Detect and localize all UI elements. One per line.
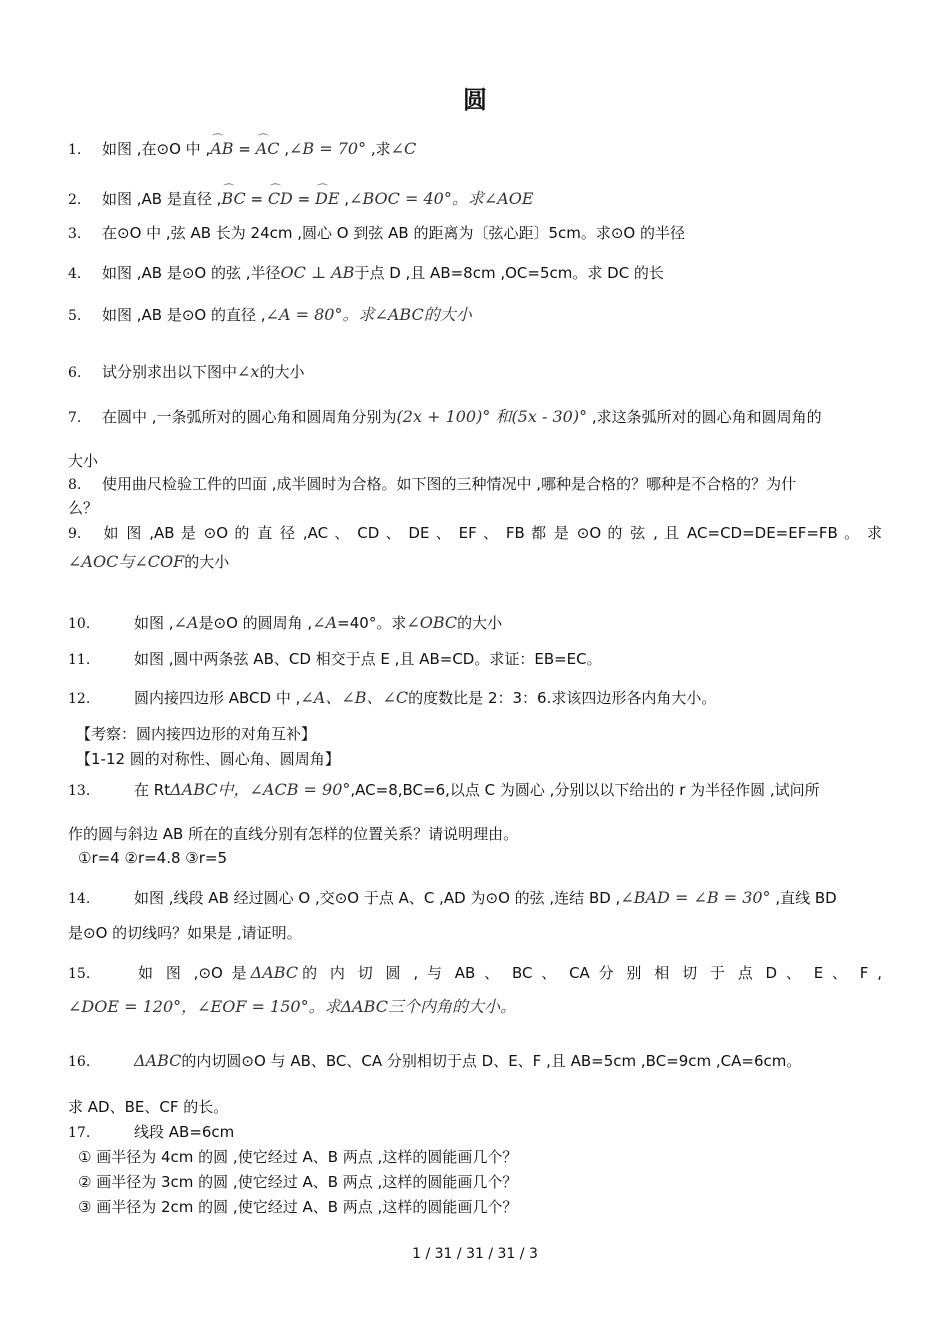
question-text: 的大小 [457, 614, 503, 632]
math-expression: ∠BAD = ∠B = 30° [620, 888, 771, 907]
question-17-part-3: ③ 画半径为 2cm 的圆 ,使它经过 A、B 两点 ,这样的圆能画几个？ [78, 1198, 518, 1216]
question-number: 11. [68, 652, 91, 668]
question-text: 试分别求出以下图中 [102, 363, 238, 381]
question-text: 的大小 [259, 363, 305, 381]
question-number: 8. [68, 477, 82, 493]
question-text: = [292, 190, 315, 208]
note-examination: 【考察：圆内接四边形的对角互补】 [76, 725, 317, 743]
question-text: 求 AD、BE、CF 的长。 [68, 1098, 229, 1116]
question-text: =40°。求 [337, 614, 407, 632]
question-15-cont [68, 996, 888, 1018]
question-14-cont [68, 922, 888, 944]
question-text: 线段 AB=6cm [134, 1123, 235, 1141]
question-9-cont [68, 551, 888, 573]
question-17 [68, 1121, 888, 1144]
question-text: , [279, 140, 289, 158]
question-number: 1. [68, 142, 82, 158]
math-expression: ∠BOC = 40°。求∠AOE [349, 189, 534, 208]
question-2 [68, 188, 888, 211]
question-number: 3. [68, 226, 82, 242]
question-number: 6. [68, 365, 82, 381]
question-13 [68, 779, 888, 802]
question-text: ,求 [366, 140, 391, 158]
math-expression: ΔABC [134, 1051, 182, 1070]
math-expression: ΔABC [250, 963, 299, 982]
question-3 [68, 222, 888, 245]
question-text: 作的圆与斜边 AB 所在的直线分别有怎样的位置关系？请说明理由。 [68, 825, 519, 843]
question-text: 么？ [68, 499, 99, 517]
question-15 [68, 962, 882, 985]
question-text: = [233, 140, 256, 158]
question-text: 是⊙O 的圆周角 , [198, 614, 313, 632]
math-expression: ∠A = 80°。求∠ABC的大小 [265, 305, 472, 324]
question-8-cont [68, 497, 888, 519]
question-text: = [245, 190, 268, 208]
question-text: 的内切圆⊙O 与 AB、BC、CA 分别相切于点 D、E、F ,且 AB=5cm ,BC=9cm ,CA=6cm。 [181, 1052, 802, 1070]
question-text: 大小 [68, 452, 99, 470]
note-section: 【1-12 圆的对称性、圆心角、圆周角】 [76, 750, 340, 768]
question-text: 在 Rt [134, 781, 171, 799]
question-text: , [339, 190, 350, 208]
question-number: 13. [68, 783, 91, 799]
question-text: 如图 ,线段 AB 经过圆心 O ,交⊙O 于点 A、C ,AD 为⊙O 的弦 ,连结 BD , [134, 889, 621, 907]
question-number: 14. [68, 891, 91, 907]
question-4 [68, 262, 888, 285]
question-number: 12. [68, 691, 91, 707]
question-number: 15. [68, 966, 91, 982]
math-expression: ∠B = 70° [288, 139, 367, 158]
question-text: 在⊙O 中 ,弦 AB 长为 24cm ,圆心 O 到弦 AB 的距离为〔弦心距〕5cm。求⊙O 的半径 [102, 224, 685, 242]
math-expression: ∠A、∠B、∠C [300, 688, 409, 707]
question-7 [68, 406, 888, 429]
question-text: 于点 D ,且 AB=8cm ,OC=5cm。求 DC 的长 [354, 264, 664, 282]
question-text: 在圆中 ,一条弧所对的圆心角和圆周角分别为 [102, 408, 397, 426]
question-text: 如 图 ,⊙O 是 [134, 964, 251, 982]
question-text: 如图 ,AB 是⊙O 的弦 ,半径 [102, 264, 281, 282]
question-11 [68, 648, 888, 671]
question-text: ,AC=8,BC=6,以点 C 为圆心 ,分别以以下给出的 r 为半径作圆 ,试问所 [350, 781, 820, 799]
math-expression: ∠A [312, 613, 338, 632]
question-number: 10. [68, 616, 91, 632]
question-1 [68, 138, 888, 161]
question-text: 如图 ,AB 是直径 , [102, 190, 222, 208]
question-6 [68, 361, 888, 384]
question-7-cont [68, 450, 888, 472]
question-number: 7. [68, 410, 82, 426]
question-14 [68, 887, 888, 910]
math-expression: ΔABC中，∠ACB = 90° [170, 780, 351, 799]
question-text: 如 图 ,AB 是 ⊙O 的 直 径 ,AC 、 CD 、 DE 、 EF 、 FB 都 是 ⊙O 的 弦 , 且 AC=CD=DE=EF=FB 。 求 [102, 524, 882, 542]
question-text: ,直线 BD [770, 889, 837, 907]
math-expression: ∠A [173, 613, 199, 632]
question-17-part-2: ② 画半径为 3cm 的圆 ,使它经过 A、B 两点 ,这样的圆能画几个？ [78, 1173, 518, 1191]
question-17-part-1: ① 画半径为 4cm 的圆 ,使它经过 A、B 两点 ,这样的圆能画几个？ [78, 1148, 518, 1166]
question-text: 如图 , [134, 614, 174, 632]
question-text: 的 内 切 圆 , 与 AB 、 BC 、 CA 分 别 相 切 于 点 D 、 E 、 F , [298, 964, 882, 982]
math-arc-ab: ⌒ AB [210, 138, 233, 160]
question-text: ,求这条弧所对的圆心角和圆周角的 [587, 408, 822, 426]
question-13-options: ①r=4 ②r=4.8 ③r=5 [78, 849, 228, 867]
math-expression: ∠C [390, 139, 417, 158]
question-9 [68, 522, 882, 545]
math-expression: ∠AOC与∠COF [68, 552, 185, 571]
question-10 [68, 612, 888, 635]
question-number: 16. [68, 1054, 91, 1070]
question-13-cont [68, 823, 888, 845]
question-text: 圆内接四边形 ABCD 中 , [134, 689, 301, 707]
question-text: 使用曲尺检验工件的凹面 ,成半圆时为合格。如下图的三种情况中 ,哪种是合格的？哪种是不合格的？为什 [102, 475, 797, 493]
question-8 [68, 473, 888, 496]
math-arc-ac: ⌒ AC [256, 138, 280, 160]
question-text: 的大小 [184, 553, 230, 571]
question-text: 是⊙O 的切线吗？如果是 ,请证明。 [68, 924, 302, 942]
math-expression: ∠x [237, 362, 260, 381]
question-number: 4. [68, 266, 82, 282]
math-arc-de: ⌒ DE [315, 188, 340, 210]
question-number: 5. [68, 308, 82, 324]
math-expression: OC ⊥ AB [280, 263, 355, 282]
question-text: 如图 ,AB 是⊙O 的直径 , [102, 306, 266, 324]
math-arc-bc: ⌒ BC [221, 188, 245, 210]
math-expression: ∠DOE = 120°，∠EOF = 150°。求ΔABC三个内角的大小。 [68, 997, 516, 1016]
question-12 [68, 687, 888, 710]
question-text: 如图 ,圆中两条弦 AB、CD 相交于点 E ,且 AB=CD。求证：EB=EC。 [134, 650, 602, 668]
page-title: 圆 [463, 86, 487, 114]
math-arc-cd: ⌒ CD [268, 188, 293, 210]
question-text: 如图 ,在⊙O 中 , [102, 140, 211, 158]
question-number: 2. [68, 192, 82, 208]
question-number: 9. [68, 526, 82, 542]
question-number: 17. [68, 1125, 91, 1141]
question-5 [68, 304, 888, 327]
question-16 [68, 1050, 888, 1073]
math-expression: ∠OBC [406, 613, 458, 632]
math-expression: (2x + 100)° 和(5x - 30)° [396, 407, 588, 426]
page-footer: 1 / 31 / 31 / 31 / 3 [412, 1246, 538, 1262]
question-16-cont [68, 1096, 888, 1118]
question-text: 的度数比是 2：3：6.求该四边形各内角大小。 [408, 689, 717, 707]
